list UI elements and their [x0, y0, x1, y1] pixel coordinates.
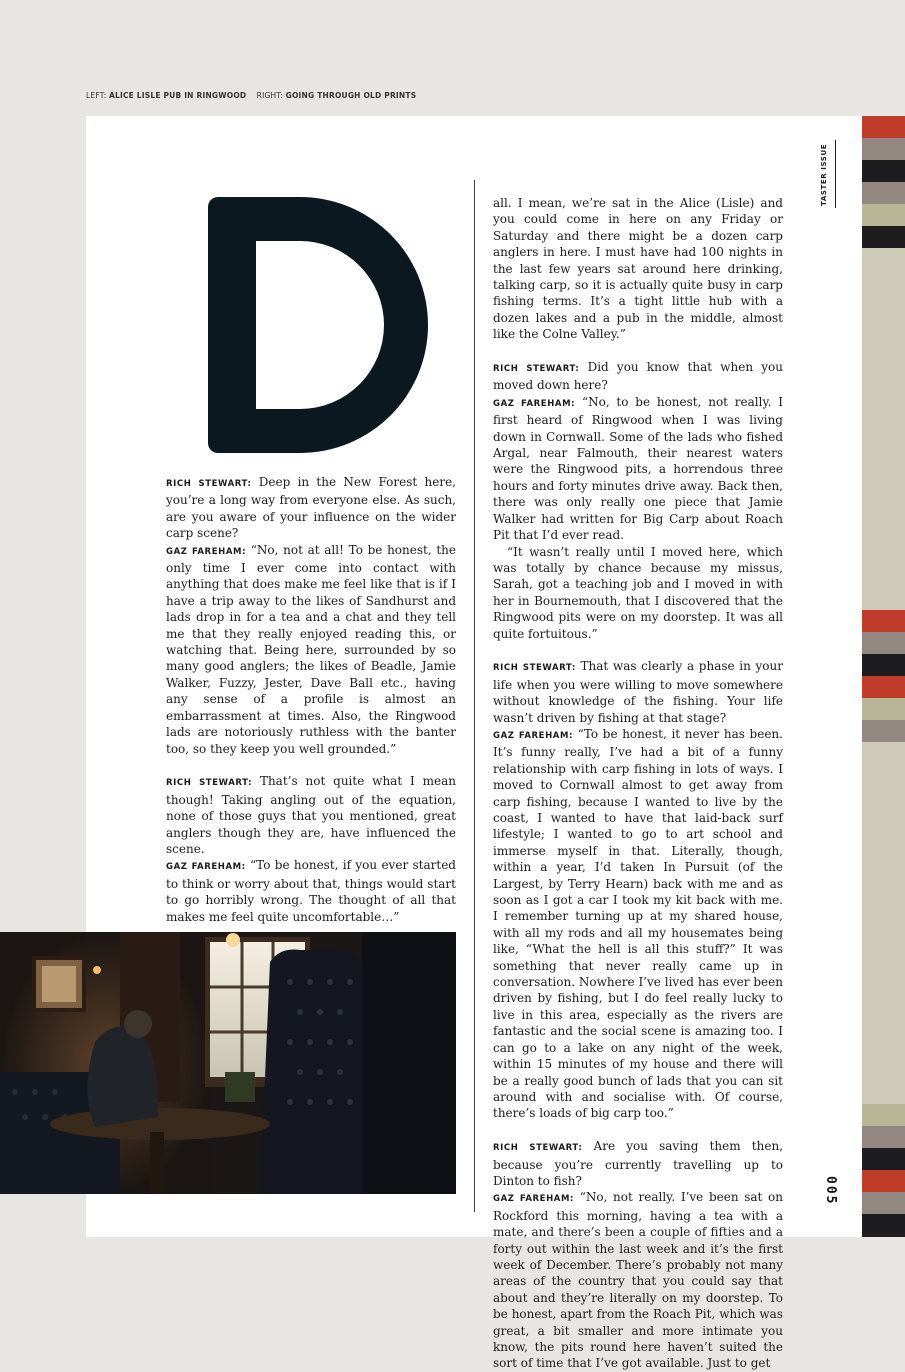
article-paragraph [493, 544, 783, 642]
stripe-band [862, 1170, 905, 1192]
speaker-label: RICH STEWART: [166, 479, 252, 489]
speaker-label: RICH STEWART: [493, 364, 580, 375]
stripe-band [862, 1148, 905, 1170]
article-paragraph [493, 195, 783, 343]
article-paragraph [493, 1189, 783, 1371]
paragraph-text: That was clearly a phase in your life when you were willing to move somewhere without knowledge of the fishing. Your life wasn’t driven by fishing at that stage? [493, 659, 783, 725]
speaker-label: RICH STEWART: [493, 663, 576, 674]
article-paragraph [166, 773, 456, 857]
article-paragraph [493, 658, 783, 726]
speaker-label: RICH STEWART: [493, 1143, 583, 1154]
caption-left-prefix: LEFT: [86, 91, 107, 100]
stripe-band [862, 1214, 905, 1237]
stripe-band [862, 1192, 905, 1214]
speaker-label: GAZ FAREHAM: [493, 730, 574, 741]
stripe-band [862, 116, 905, 138]
paragraph-text: “No, not really. I’ve been sat on Rockford this morning, having a tea with a mate, and there’s been a couple of fifties and a forty out within the last week and it’s the first week of December. There’s probably not many areas of the country that you could say that about and they’re literally on my doorstep. To be honest, apart from the Roach Pit, which was great, a bit smaller and more intimate you know, the pits round here haven’t suited the sort of time that I’ve got available. Just to get [493, 1190, 783, 1371]
caption-left-text: ALICE LISLE PUB IN RINGWOOD [108, 91, 247, 100]
speaker-label: GAZ FAREHAM: [493, 1194, 575, 1205]
paragraph-text: “No, to be honest, not really. I first heard of Ringwood when I was living down in Cornwall. Some of the lads who fished Argal, near Falmouth, their nearest waters were the Ringwood pits, a horrendous three hours and forty minutes drive away. Back then, there was only really one piece that Jamie Walker had written for Big Carp about Roach Pit that I’d ever read. [493, 394, 783, 543]
stripe-band [862, 720, 905, 742]
paragraph-text: “To be honest, it never has been. It’s funny really, I’ve had a bit of a funny relationship with carp fishing in lots of ways. I moved to Cornwall almost to get away from carp fishing, because I wanted to live by the coast, I wanted to have that laid-back surf lifestyle; I wanted to go to art school and immerse myself in that. Literally, though, within a year, I’d taken In Pursuit (of the Largest, by Terry Hearn) back with me and as soon as I got a car I took my kit back with me. I remember turning up at my shared house, with all my rods and all my housemates being like, “What the hell is all this stuff?” It was something that never really came up in conversation. Nowhere I’ve lived has ever been driven by fishing, but I do feel really lucky to live in this area, especially as the rivers are fantastic and the social scene is amazing too. I can go to a lake on any night of the week, within 15 minutes of my house and there will be a really good bunch of lads that you can sit around with and socialise with. Of course, there’s loads of big carp too.” [493, 726, 783, 1121]
article-paragraph [166, 542, 456, 757]
stripe-band [862, 610, 905, 632]
stripe-band [862, 182, 905, 204]
stripe-band [862, 160, 905, 182]
paragraph-text: “To be honest, if you ever started to think or worry about that, things would start to go horribly wrong. The thought of all that makes me feel quite uncomfortable…” [166, 858, 456, 924]
page-number: 005 [823, 1176, 838, 1206]
article-column-right [493, 195, 783, 1372]
color-stripe [862, 116, 905, 1237]
photo-caption [86, 91, 416, 100]
drop-cap-letter [208, 197, 430, 453]
caption-right-text: GOING THROUGH OLD PRINTS [285, 91, 417, 100]
stripe-band [862, 698, 905, 720]
paragraph-text: Are you saving them then, because you’re currently travelling up to Dinton to fish? [493, 1139, 784, 1188]
paragraph-text: Deep in the New Forest here, you’re a long way from everyone else. As such, are you aware of your influence on the wider carp scene? [166, 475, 456, 541]
article-paragraph [493, 1138, 783, 1189]
speaker-label: GAZ FAREHAM: [166, 862, 246, 873]
stripe-band [862, 204, 905, 226]
speaker-label: GAZ FAREHAM: [493, 398, 576, 409]
stripe-band [862, 676, 905, 698]
speaker-label: RICH STEWART: [166, 778, 253, 789]
pub-interior-photo [0, 932, 456, 1194]
paragraph-text: Did you know that when you moved down here? [493, 360, 783, 393]
paragraph-text: “No, not at all! To be honest, the only time I ever come into contact with anything that does make me feel like that is if I have a trip away to the likes of Sandhurst and lads drop in for a tea and a chat and they tell me that they really enjoyed reading this, or watching that. Being here, surrounded by so many good anglers; the likes of Beadle, Jamie Walker, Fuzzy, Jester, Dave Ball etc., having any sense of a profile is almost an embarrassment at times. Also, the Ringwood lads are notoriously ruthless with the banter too, so they keep you well grounded.” [166, 542, 456, 756]
section-label-rule [835, 140, 836, 208]
stripe-band [862, 1104, 905, 1126]
stripe-band [862, 654, 905, 676]
article-paragraph [493, 359, 783, 394]
speaker-label: GAZ FAREHAM: [166, 546, 247, 557]
article-paragraph [166, 857, 456, 925]
stripe-band [862, 226, 905, 248]
paragraph-text: all. I mean, we’re sat in the Alice (Lisle) and you could come in here on any Friday or Saturday and there might be a dozen carp anglers in here. I must have had 100 nights in the last few years sat around here drinking, talking carp, so it is actually quite busy in carp fishing terms. It’s a tight little hub with a dozen lakes and a pub in the middle, almost like the Colne Valley.” [493, 196, 783, 342]
article-paragraph [166, 474, 456, 542]
caption-right-prefix: RIGHT: [256, 91, 284, 100]
paragraph-text: “It wasn’t really until I moved here, which was totally by chance because my missus, Sarah, got a teaching job and I moved in with her in Bournemouth, that I discovered that the Ringwood pits were on my doorstep. It was all quite fortuitous.” [493, 544, 783, 641]
stripe-band [862, 1126, 905, 1148]
paragraph-text: That’s not quite what I mean though! Taking angling out of the equation, none of those guys that you mentioned, great anglers though they are, have influenced the scene. [166, 774, 457, 856]
stripe-band [862, 632, 905, 654]
article-paragraph [493, 726, 783, 1122]
section-label: TASTER ISSUE [820, 143, 828, 207]
article-paragraph [493, 394, 783, 544]
stripe-band [862, 138, 905, 160]
column-divider [474, 180, 475, 1212]
